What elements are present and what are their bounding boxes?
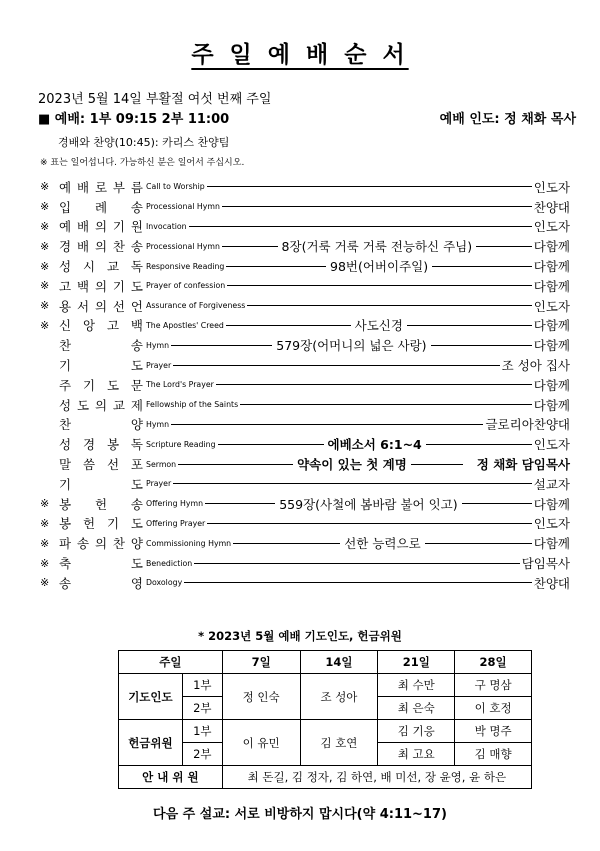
order-row (40, 573, 570, 593)
item-korean-name: 봉 헌 송 (59, 496, 143, 512)
item-responsible: 인도자 (533, 437, 570, 453)
order-of-worship (40, 177, 570, 593)
standing-mark: ※ (40, 180, 50, 194)
item-english-name: Hymn (146, 419, 170, 429)
item-responsible: 다함께 (533, 536, 571, 552)
leader-line (171, 345, 272, 346)
leader-line (411, 464, 463, 465)
leader-line (184, 582, 532, 583)
item-korean-name: 고 백 의 기 도 (59, 278, 143, 294)
leader-line (426, 444, 532, 445)
leader-line (462, 503, 532, 504)
roster-cell: 최 수만 (378, 674, 455, 697)
item-korean-name: 기 도 (59, 358, 143, 374)
item-responsible: 인도자 (533, 516, 570, 532)
roster-cell: 김 호연 (300, 720, 378, 766)
roster-row (119, 766, 532, 789)
part-label: 2부 (182, 697, 222, 720)
item-korean-name: 파 송 의 찬 양 (59, 536, 143, 552)
roster-cell: 정 인숙 (222, 674, 300, 720)
order-row (40, 197, 570, 217)
item-english-name: Prayer (146, 360, 172, 370)
item-responsible: 글로리아찬양대 (485, 417, 570, 433)
item-english-name: Call to Worship (146, 182, 205, 192)
item-responsible: 다함께 (533, 278, 570, 294)
roster-cell: 이 호정 (455, 697, 532, 720)
item-responsible: 인도자 (533, 219, 570, 235)
leader-line (222, 246, 278, 247)
item-english-name: Processional Hymn (146, 241, 220, 251)
leader-line (226, 325, 351, 326)
praise-line: 경배와 찬양(10:45): 카리스 찬양팀 (58, 136, 230, 149)
item-korean-name: 용 서 의 선 언 (59, 298, 143, 314)
leader-line (407, 325, 532, 326)
roster-date: 28일 (455, 651, 532, 674)
roster-cell: 김 기응 (378, 720, 455, 743)
leader-line (216, 384, 532, 385)
standing-mark: ※ (40, 536, 50, 550)
ushers-list: 최 돈길, 김 정자, 김 하연, 배 미선, 장 윤영, 윤 하은 (222, 766, 531, 789)
standing-mark: ※ (40, 200, 50, 214)
roster-cell: 최 고요 (378, 743, 455, 766)
roster-row (119, 720, 532, 743)
order-row (40, 494, 570, 514)
order-row (40, 256, 570, 276)
item-korean-name: 찬 양 (59, 417, 143, 433)
item-responsible: 다함께 (533, 377, 570, 393)
standing-mark: ※ (40, 299, 50, 313)
standing-mark: ※ (40, 497, 50, 511)
item-responsible: 담임목사 (521, 556, 570, 572)
standing-mark: ※ (40, 259, 50, 273)
roster-cell: 이 유민 (222, 720, 300, 766)
item-responsible: 찬양대 (533, 575, 570, 591)
leader-line (432, 266, 532, 267)
standing-mark: ※ (40, 219, 50, 233)
item-english-name: The Lord's Prayer (146, 380, 214, 390)
item-detail: 사도신경 (354, 318, 403, 334)
leader-line (476, 246, 532, 247)
item-responsible: 정 채화 담임목사 (476, 457, 570, 473)
leader-line (205, 503, 275, 504)
item-english-name: Processional Hymn (146, 202, 220, 212)
item-responsible: 설교자 (533, 476, 570, 492)
roster-date: 14일 (300, 651, 378, 674)
item-korean-name: 송 영 (59, 575, 143, 591)
item-korean-name: 성 경 봉 독 (59, 437, 143, 453)
order-row (40, 296, 570, 316)
standing-mark: ※ (40, 576, 50, 590)
order-row (40, 316, 570, 336)
worship-leader: 예배 인도: 정 채화 목사 (439, 112, 576, 127)
item-english-name: Sermon (146, 459, 177, 469)
roster-header-row (119, 651, 532, 674)
item-english-name: The Apostles' Creed (146, 320, 224, 330)
leader-line (227, 285, 532, 286)
order-row (40, 454, 570, 474)
order-row (40, 514, 570, 534)
leader-line (189, 226, 532, 227)
item-responsible: 조 성아 집사 (501, 358, 570, 374)
item-responsible: 다함께 (533, 259, 570, 275)
item-english-name: Doxology (146, 578, 183, 588)
standing-mark: ※ (40, 279, 50, 293)
roster-cell: 조 성아 (300, 674, 378, 720)
offering-label: 헌금위원 (119, 720, 183, 766)
order-row (40, 236, 570, 256)
order-row (40, 217, 570, 237)
ushers-label: 안 내 위 원 (119, 766, 223, 789)
order-row (40, 276, 570, 296)
item-responsible: 다함께 (533, 239, 570, 255)
item-english-name: Hymn (146, 340, 170, 350)
item-english-name: Offering Prayer (146, 518, 206, 528)
leader-line (233, 543, 340, 544)
order-row (40, 355, 570, 375)
leader-line (425, 543, 532, 544)
roster-cell: 최 은숙 (378, 697, 455, 720)
roster-date: 7일 (222, 651, 300, 674)
item-responsible: 다함께 (533, 397, 570, 413)
item-english-name: Prayer (146, 479, 172, 489)
roster-week-header: 주일 (119, 651, 223, 674)
standing-mark: ※ (40, 556, 50, 570)
standing-mark: ※ (40, 318, 50, 332)
item-detail: 선한 능력으로 (344, 536, 421, 552)
prayer-label: 기도인도 (119, 674, 183, 720)
next-sermon: 다음 주 설교: 서로 비방하지 맙시다(약 4:11~17) (153, 807, 447, 822)
standing-mark: ※ (40, 239, 50, 253)
leader-line (207, 186, 532, 187)
standing-note: ※ 표는 일어섭니다. 가능하신 분은 일어서 주십시오. (40, 158, 245, 168)
item-korean-name: 기 도 (59, 476, 143, 492)
date-line: 2023년 5월 14일 부활절 여섯 번째 주일 (38, 92, 272, 107)
item-korean-name: 경 배 의 찬 송 (59, 239, 143, 255)
part-label: 1부 (182, 720, 222, 743)
item-english-name: Offering Hymn (146, 499, 204, 509)
item-english-name: Assurance of Forgiveness (146, 301, 246, 311)
item-detail: 8장(거룩 거룩 거룩 전능하신 주님) (281, 239, 473, 255)
item-korean-name: 봉 헌 기 도 (59, 516, 143, 532)
order-row (40, 177, 570, 197)
item-responsible: 인도자 (533, 179, 570, 195)
item-responsible: 다함께 (533, 318, 570, 334)
leader-line (171, 424, 483, 425)
roster-date: 21일 (378, 651, 455, 674)
order-row (40, 395, 570, 415)
item-responsible: 다함께 (533, 338, 571, 354)
order-row (40, 474, 570, 494)
item-responsible: 다함께 (533, 496, 570, 512)
roster-table (118, 650, 532, 789)
part-label: 2부 (182, 743, 222, 766)
item-english-name: Responsive Reading (146, 261, 225, 271)
part-label: 1부 (182, 674, 222, 697)
leader-line (240, 404, 532, 405)
roster-cell: 구 명삼 (455, 674, 532, 697)
page-title: 주 일 예 배 순 서 (191, 42, 409, 68)
item-detail: 약속이 있는 첫 계명 (297, 457, 407, 473)
roster-cell: 김 매향 (455, 743, 532, 766)
item-responsible: 인도자 (533, 298, 570, 314)
order-row (40, 553, 570, 573)
item-korean-name: 찬 송 (59, 338, 143, 354)
leader-line (173, 483, 532, 484)
item-english-name: Invocation (146, 221, 187, 231)
service-times: ■ 예배: 1부 09:15 2부 11:00 (38, 112, 230, 127)
item-detail: 에베소서 6:1~4 (327, 437, 422, 453)
item-english-name: Fellowship of the Saints (146, 400, 239, 410)
item-korean-name: 말 씀 선 포 (59, 457, 143, 473)
leader-line (222, 206, 532, 207)
leader-line (173, 365, 500, 366)
leader-line (247, 305, 531, 306)
item-korean-name: 성 시 교 독 (59, 259, 143, 275)
item-korean-name: 축 도 (59, 556, 143, 572)
item-korean-name: 성 도 의 교 제 (59, 397, 143, 413)
item-english-name: Commissioning Hymn (146, 538, 232, 548)
item-detail: 98번(어버이주일) (330, 259, 429, 275)
order-row (40, 415, 570, 435)
order-row (40, 335, 570, 355)
standing-mark: ※ (40, 516, 50, 530)
leader-line (226, 266, 326, 267)
item-korean-name: 예 배 의 기 원 (59, 219, 143, 235)
item-english-name: Prayer of confession (146, 281, 226, 291)
order-row (40, 434, 570, 454)
item-korean-name: 주 기 도 문 (59, 377, 143, 393)
item-english-name: Scripture Reading (146, 439, 216, 449)
order-row (40, 375, 570, 395)
roster-title: * 2023년 5월 예배 기도인도, 헌금위원 (198, 629, 402, 643)
leader-line (431, 345, 532, 346)
item-responsible: 찬양대 (533, 199, 570, 215)
roster-row (119, 674, 532, 697)
item-detail: 579장(어머니의 넓은 사랑) (276, 338, 427, 354)
leader-line (218, 444, 324, 445)
roster-cell: 박 명주 (455, 720, 532, 743)
item-korean-name: 신 앙 고 백 (59, 318, 143, 334)
item-korean-name: 예 배 로 부 름 (59, 179, 143, 195)
leader-line (194, 563, 519, 564)
leader-line (207, 523, 532, 524)
order-row (40, 533, 570, 553)
item-english-name: Benediction (146, 558, 193, 568)
item-detail: 559장(사철에 봄바람 불어 잇고) (279, 496, 458, 512)
item-korean-name: 입 례 송 (59, 199, 143, 215)
leader-line (178, 464, 293, 465)
